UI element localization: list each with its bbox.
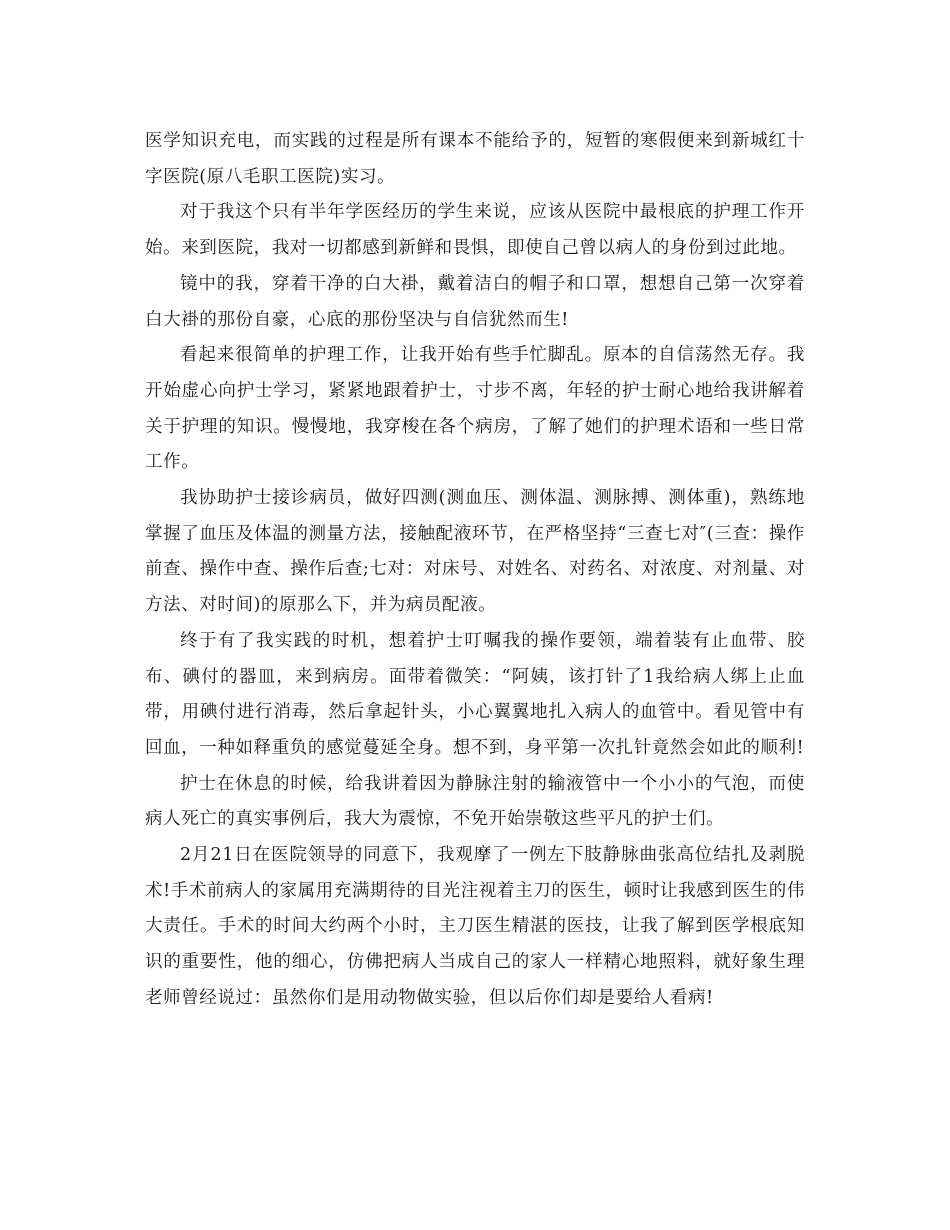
paragraph-surgery-observation: 2月21日在医院领导的同意下，我观摩了一例左下肢静脉曲张高位结扎及剥脱术!手术前病人的家属用充满期待的目光注视着主刀的医生，顿时让我感到医生的伟大责任。手术的时间大约两个小时，主刀医生精湛的医技，让我了解到医学根底知识的重要性，他的细心，仿佛把病人当成自己的家人一样精心地照料，就好象生理老师曾经说过：虽然你们是用动物做实验，但以后你们却是要给人看病! — [145, 845, 805, 1008]
paragraph-air-bubble-story: 护士在休息的时候，给我讲着因为静脉注射的输液管中一个小小的气泡，而使病人死亡的真实事例后，我大为震惊，不免开始崇敬这些平凡的护士们。 — [145, 773, 805, 830]
paragraph-four-measurements: 我协助护士接诊病员，做好四测(测血压、测体温、测脉搏、测体重)，熟练地掌握了血压及体温的测量方法，接触配液环节，在严格坚持“三查七对″(三查：操作前查、操作中查、操作后查;七对：对床号、对姓名、对药名、对浓度、对剂量、对方法、对时间)的原那么下，并为病员配液。 — [145, 488, 805, 616]
paragraph-beginning-nursing: 对于我这个只有半年学医经历的学生来说，应该从医院中最根底的护理工作开始。来到医院，我对一切都感到新鲜和畏惧，即使自己曾以病人的身份到过此地。 — [145, 202, 805, 259]
paragraph-continued: 医学知识充电，而实践的过程是所有课本不能给予的，短暂的寒假便来到新城红十字医院(原八毛职工医院)实习。 — [145, 131, 805, 187]
body-text — [145, 124, 805, 1017]
paragraph-white-coat: 镜中的我，穿着干净的白大褂，戴着洁白的帽子和口罩，想想自己第一次穿着白大褂的那份自豪，心底的那份坚决与自信犹然而生! — [145, 273, 805, 330]
paragraph-first-injection: 终于有了我实践的时机，想着护士叮嘱我的操作要领，端着装有止血带、胶布、碘付的器皿，来到病房。面带着微笑：“阿姨，该打针了1我给病人绑上止血带，用碘付进行消毒，然后拿起针头，小心翼翼地扎入病人的血管中。看见管中有回血，一种如释重负的感觉蔓延全身。想不到，身平第一次扎针竟然会如此的顺利! — [145, 630, 805, 758]
paragraph-learning-from-nurses: 看起来很简单的护理工作，让我开始有些手忙脚乱。原本的自信荡然无存。我开始虚心向护士学习，紧紧地跟着护士，寸步不离，年轻的护士耐心地给我讲解着关于护理的知识。慢慢地，我穿梭在各个病房，了解了她们的护理术语和一些日常工作。 — [145, 345, 805, 473]
